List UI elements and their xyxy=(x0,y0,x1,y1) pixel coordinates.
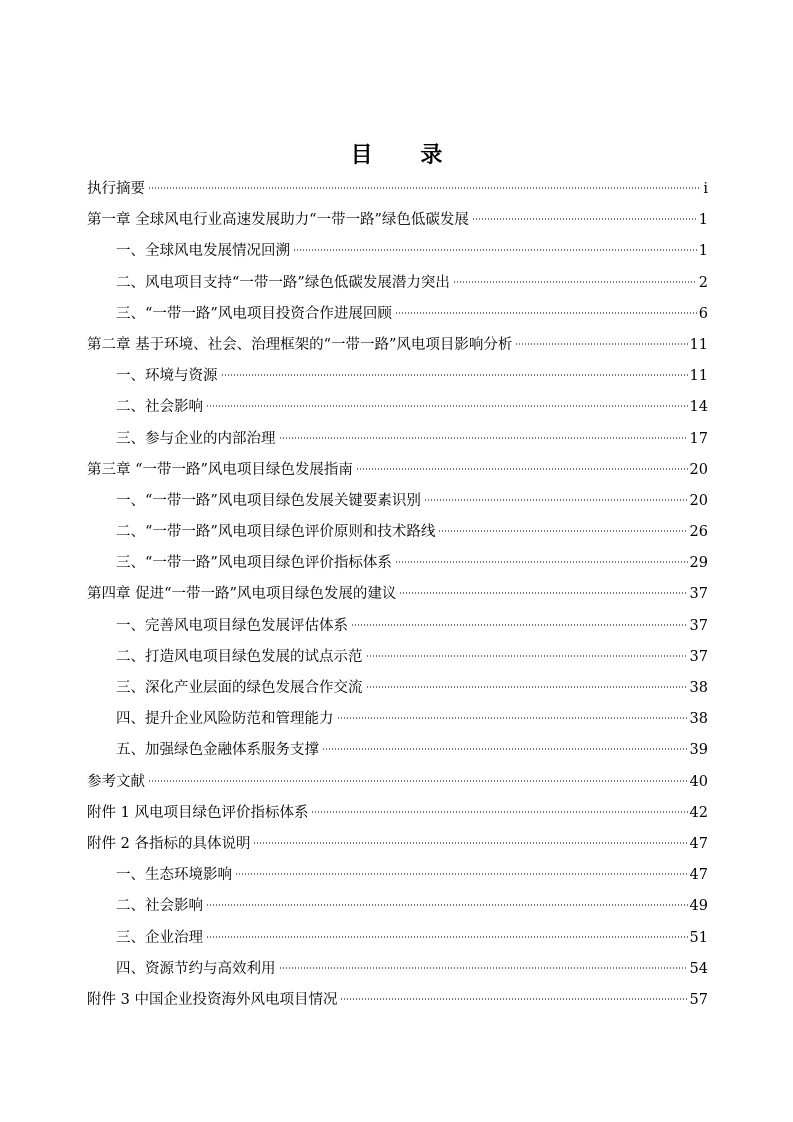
toc-entry-title: 参考文献 xyxy=(87,773,145,790)
toc-section-entry[interactable] xyxy=(87,642,708,673)
toc-section-entry[interactable] xyxy=(87,392,708,423)
toc-page-number: 42 xyxy=(689,804,708,821)
dot-leader xyxy=(366,686,688,688)
toc-entry-title: 三、深化产业层面的绿色发展合作交流 xyxy=(116,680,363,696)
dot-leader xyxy=(221,374,688,376)
dot-leader xyxy=(148,187,701,189)
toc-entry-title: 第四章 促进“一带一路”风电项目绿色发展的建议 xyxy=(87,586,397,603)
toc-entry-title: 第二章 基于环境、社会、治理框架的“一带一路”风电项目影响分析 xyxy=(87,336,513,353)
toc-section-entry[interactable] xyxy=(87,954,708,985)
dot-leader xyxy=(148,780,688,782)
toc-page-number: 40 xyxy=(689,773,708,790)
dot-leader xyxy=(356,468,688,470)
table-of-contents xyxy=(87,174,708,1016)
dot-leader xyxy=(311,811,687,813)
dot-leader xyxy=(206,405,688,407)
toc-page-number: 6 xyxy=(698,305,708,322)
toc-chapter-entry[interactable] xyxy=(87,767,708,798)
toc-section-entry[interactable] xyxy=(87,424,708,455)
page-title: 目 录 xyxy=(350,142,463,168)
toc-entry-title: 附件 2 各指标的具体说明 xyxy=(87,835,251,852)
toc-section-entry[interactable] xyxy=(87,236,708,267)
toc-entry-title: 附件 3 中国企业投资海外风电项目情况 xyxy=(87,991,338,1008)
toc-chapter-entry[interactable] xyxy=(87,330,708,361)
dot-leader xyxy=(438,530,687,532)
toc-chapter-entry[interactable] xyxy=(87,205,708,236)
toc-page-number: 37 xyxy=(689,586,708,603)
toc-entry-title: 一、环境与资源 xyxy=(116,368,218,385)
dot-leader xyxy=(424,499,688,501)
dot-leader xyxy=(293,249,697,251)
toc-section-entry[interactable] xyxy=(87,891,708,922)
toc-page-number: 26 xyxy=(689,524,708,541)
toc-chapter-entry[interactable] xyxy=(87,579,708,610)
toc-page-number: 29 xyxy=(689,555,708,572)
toc-entry-title: 三、“一带一路”风电项目绿色评价指标体系 xyxy=(116,555,392,572)
toc-chapter-entry[interactable] xyxy=(87,985,708,1016)
toc-entry-title: 五、加强绿色金融体系服务支撑 xyxy=(116,742,319,759)
toc-page-number: i xyxy=(703,181,708,197)
toc-page-number: 38 xyxy=(689,711,708,728)
toc-chapter-entry[interactable] xyxy=(87,798,708,829)
toc-page-number: 39 xyxy=(689,742,708,759)
toc-section-entry[interactable] xyxy=(87,268,708,299)
toc-page-number: 54 xyxy=(689,960,708,977)
toc-entry-title: 四、提升企业风险防范和管理能力 xyxy=(116,711,334,728)
toc-page-number: 47 xyxy=(689,867,708,884)
dot-leader xyxy=(395,312,697,314)
toc-entry-title: 二、打造风电项目绿色发展的试点示范 xyxy=(116,648,363,665)
toc-entry-title: 二、社会影响 xyxy=(116,399,203,416)
dot-leader xyxy=(235,873,688,875)
toc-page-number: 37 xyxy=(689,617,708,634)
dot-leader xyxy=(253,842,687,844)
toc-section-entry[interactable] xyxy=(87,860,708,891)
toc-section-entry[interactable] xyxy=(87,361,708,392)
dot-leader xyxy=(340,998,687,1000)
toc-entry-title: 一、“一带一路”风电项目绿色发展关键要素识别 xyxy=(116,492,421,509)
toc-entry-title: 一、生态环境影响 xyxy=(116,867,232,884)
toc-section-entry[interactable] xyxy=(87,299,708,330)
dot-leader xyxy=(206,936,688,938)
toc-section-entry[interactable] xyxy=(87,486,708,517)
toc-section-entry[interactable] xyxy=(87,611,708,642)
toc-page-number: 37 xyxy=(689,648,708,665)
dot-leader xyxy=(351,624,688,626)
dot-leader xyxy=(279,967,688,969)
toc-entry-title: 第一章 全球风电行业高速发展助力“一带一路”绿色低碳发展 xyxy=(87,212,469,229)
toc-page-number: 11 xyxy=(689,368,708,385)
toc-page-number: 17 xyxy=(689,430,708,447)
toc-page-number: 38 xyxy=(689,680,708,696)
toc-entry-title: 附件 1 风电项目绿色评价指标体系 xyxy=(87,804,309,821)
toc-entry-title: 一、完善风电项目绿色发展评估体系 xyxy=(116,617,348,634)
toc-chapter-entry[interactable] xyxy=(87,829,708,860)
toc-section-entry[interactable] xyxy=(87,548,708,579)
toc-section-entry[interactable] xyxy=(87,673,708,704)
toc-page-number: 20 xyxy=(689,492,708,509)
toc-section-entry[interactable] xyxy=(87,923,708,954)
dot-leader xyxy=(337,717,688,719)
toc-page-number: 1 xyxy=(698,243,708,260)
dot-leader xyxy=(322,748,688,750)
toc-entry-title: 四、资源节约与高效利用 xyxy=(116,960,276,977)
toc-entry-title: 执行摘要 xyxy=(87,181,145,197)
toc-page-number: 20 xyxy=(689,461,708,478)
dot-leader xyxy=(206,904,688,906)
toc-page-number: 11 xyxy=(689,336,708,353)
toc-section-entry[interactable] xyxy=(87,704,708,735)
toc-entry-title: 二、社会影响 xyxy=(116,898,203,915)
toc-chapter-entry[interactable] xyxy=(87,455,708,486)
toc-page-number: 57 xyxy=(689,991,708,1008)
dot-leader xyxy=(515,343,687,345)
dot-leader xyxy=(472,218,697,220)
toc-page-number: 1 xyxy=(698,212,708,229)
toc-section-entry[interactable] xyxy=(87,735,708,766)
toc-entry-title: 三、“一带一路”风电项目投资合作进展回顾 xyxy=(116,305,392,322)
toc-chapter-entry[interactable] xyxy=(87,174,708,205)
toc-entry-title: 三、参与企业的内部治理 xyxy=(116,430,276,447)
toc-page-number: 2 xyxy=(698,274,708,291)
dot-leader xyxy=(279,437,688,439)
dot-leader xyxy=(395,561,688,563)
dot-leader xyxy=(453,281,697,283)
dot-leader xyxy=(399,592,687,594)
dot-leader xyxy=(366,655,688,657)
toc-page-number: 14 xyxy=(689,399,708,416)
toc-page-number: 49 xyxy=(689,898,708,915)
toc-section-entry[interactable] xyxy=(87,517,708,548)
toc-entry-title: 二、“一带一路”风电项目绿色评价原则和技术路线 xyxy=(116,524,436,541)
toc-entry-title: 一、全球风电发展情况回溯 xyxy=(116,243,290,260)
toc-page-number: 51 xyxy=(689,929,708,946)
toc-entry-title: 第三章 “一带一路”风电项目绿色发展指南 xyxy=(87,461,353,478)
toc-entry-title: 二、风电项目支持“一带一路”绿色低碳发展潜力突出 xyxy=(116,274,450,291)
toc-page-number: 47 xyxy=(689,835,708,852)
toc-entry-title: 三、企业治理 xyxy=(116,929,203,946)
